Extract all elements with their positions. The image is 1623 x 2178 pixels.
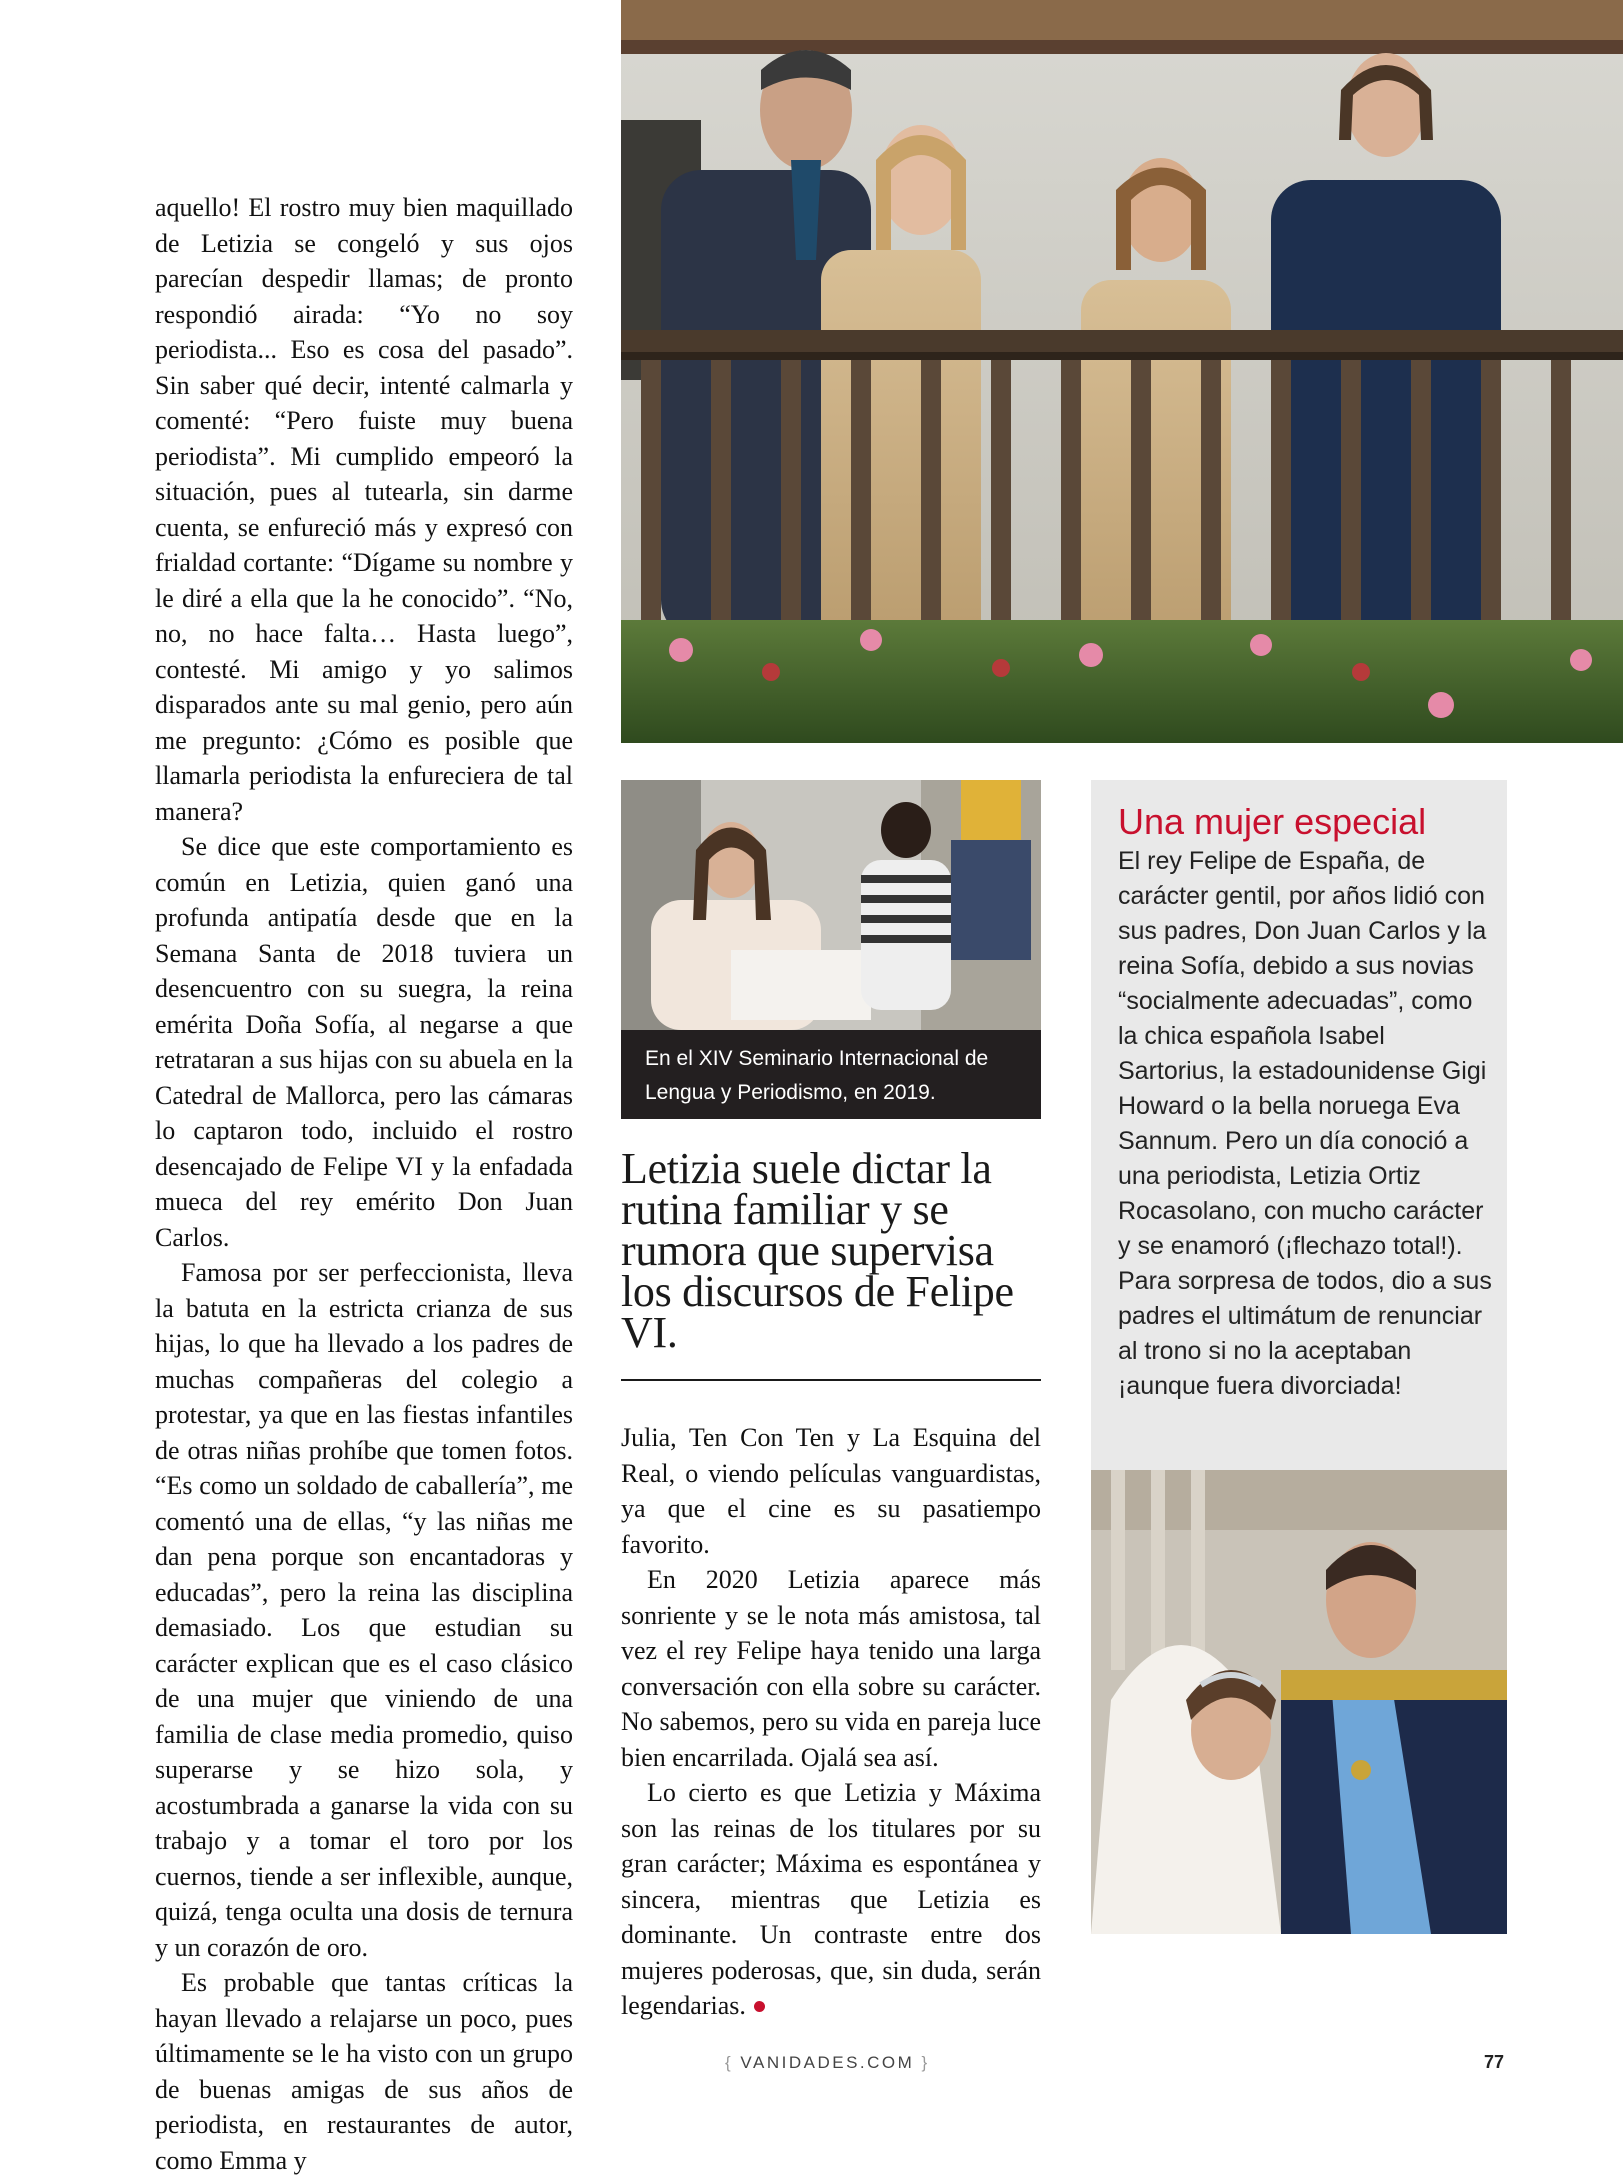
article-paragraph: Famosa por ser perfeccionista, lleva la batuta en la estricta crianza de sus hijas, lo que ha llevado a los padres de muchas compañeras del colegio a protestar, ya que en las fiestas infantiles de otras niñas prohíbe que tomen fotos. “Es como un soldado de caballería”, me comentó una de ellas, “y las niñas me dan pena porque son encantadoras y educadas”, pero la reina las disciplina demasiado. Los que estudian su carácter explican que es el caso clásico de una mujer que viniendo de una familia de clase media promedio, quiso superarse y se hizo sola, y acostumbrada a ganarse la vida con su trabajo y a tomar el toro por los cuernos, tiende a ser inflexible, aunque, quizá, tenga oculta una dosis de ternura y un corazón de oro. xyxy=(155,1258,573,1962)
wedding-photo xyxy=(1091,1470,1507,1934)
family-balcony-photo xyxy=(621,0,1623,743)
article-paragraph: aquello! El rostro muy bien maquillado de Letizia se congeló y sus ojos parecían despedir llamas; de pronto respondió airada: “Yo no soy periodista... Eso es cosa del pasado”. Sin saber qué decir, intenté calmarla y comenté: “Pero fuiste muy buena periodista”. Mi cumplido empeoró la situación, pues al tutearla, sin darme cuenta, se enfureció más y expresó con frialdad cortante: “Dígame su nombre y le diré a ella que la he conocido”. “No, no, no hace falta… Hasta luego”, contesté. Mi amigo y yo salimos disparados ante su mal genio, pero aún me pregunto: ¿Cómo es posible que llamarla periodista la enfureciera de tal manera? xyxy=(155,193,573,826)
pull-quote-divider xyxy=(621,1379,1041,1381)
seminar-photo xyxy=(621,780,1041,1030)
page-number: 77 xyxy=(1484,2052,1505,2072)
article-paragraph: Se dice que este comportamiento es común en Letizia, quien ganó una profunda antipatía desde que en la Semana Santa de 2018 tuviera un desencuentro con su suegra, la reina emérita Doña Sofía, al negarse a que retrataran a sus hijas con su abuela en la Catedral de Mallorca, pero las cámaras lo captaron todo, incluido el rostro desencajado de Felipe VI y la enfadada mueca del rey emérito Don Juan Carlos. xyxy=(155,832,573,1252)
article-paragraph xyxy=(621,1775,1041,2024)
footer-site xyxy=(725,2053,930,2073)
end-mark-icon xyxy=(754,2001,765,2012)
sidebar-box xyxy=(1091,780,1507,1470)
left-article-column xyxy=(155,190,573,2178)
article-paragraph: Es probable que tantas críticas la hayan llevado a relajarse un poco, pues últimamente se le ha visto con un grupo de buenas amigas de sus años de periodista, en restaurantes de autor, como Emma y xyxy=(155,1968,573,2175)
sidebar-text: El rey Felipe de España, de carácter gentil, por años lidió con sus padres, Don Juan Carlos y la reina Sofía, debido a sus novias “socialmente adecuadas”, como la chica española Isabel Sartorius, la estadounidense Gigi Howard o la bella noruega Eva Sannum. Pero un día conoció a una periodista, Letizia Ortiz Rocasolano, con mucho carácter y se enamoró (¡flechazo total!). Para sorpresa de todos, dio a sus padres el ultimátum de renunciar al trono si no la aceptaban ¡aunque fuera divorciada! xyxy=(1118,847,1492,1400)
pull-quote: Letizia suele dictar la rutina familiar y se rumora que supervisa los discursos de Felipe VI. xyxy=(621,1144,1014,1357)
article-paragraph-text: Lo cierto es que Letizia y Máxima son las reinas de los titulares por su gran carácter; Máxima es espontánea y sincera, mientras que Letizia es dominante. Un contraste entre dos mujeres poderosas, que, sin duda, serán legendarias. xyxy=(621,1778,1041,2020)
article-paragraph: En 2020 Letizia aparece más sonriente y se le nota más amistosa, tal vez el rey Felipe haya tenido una larga conversación con ella sobre su carácter. No sabemos, pero su vida en pareja luce bien encarrilada. Ojalá sea así. xyxy=(621,1565,1041,1772)
footer-brace-close: } xyxy=(921,2053,930,2072)
footer-brace-open: { xyxy=(725,2053,734,2072)
sidebar-title: Una mujer especial xyxy=(1118,801,1427,842)
photo-caption: En el XIV Seminario Internacional de Lengua y Periodismo, en 2019. xyxy=(621,1030,1041,1119)
middle-article-column xyxy=(621,1420,1041,2024)
footer-site-name: VANIDADES.COM xyxy=(740,2053,915,2072)
article-paragraph: Julia, Ten Con Ten y La Esquina del Real, o viendo películas vanguardistas, ya que el cine es su pasatiempo favorito. xyxy=(621,1423,1041,1559)
